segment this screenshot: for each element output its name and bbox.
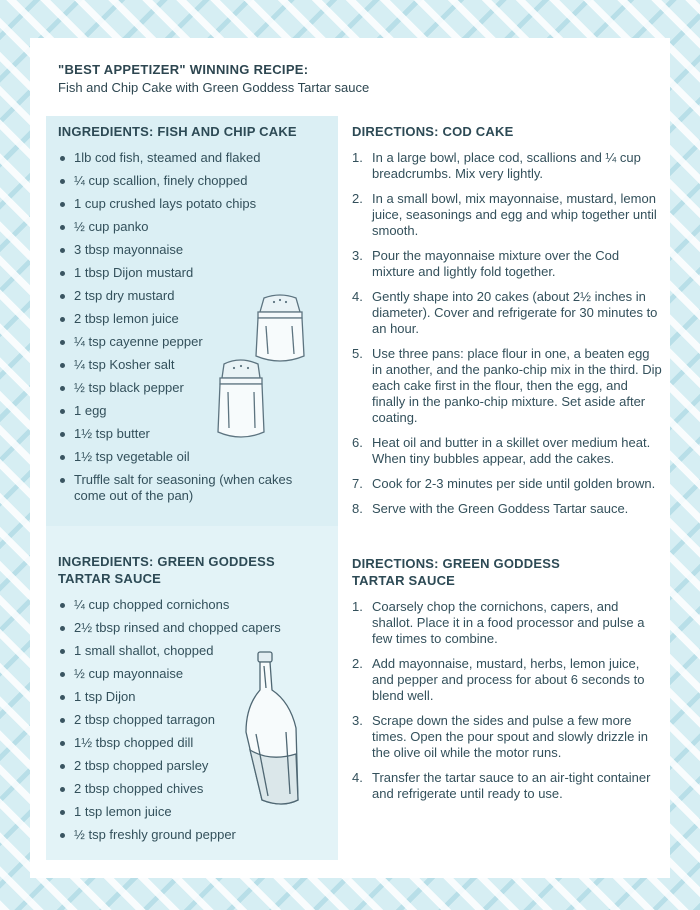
step-number: 7. — [352, 476, 363, 491]
recipe-title: Fish and Chip Cake with Green Goddess Tartar sauce — [58, 80, 370, 95]
ingredient-item: Truffle salt for seasoning (when cakes come out of the pan) — [58, 472, 338, 504]
direction-step — [352, 346, 662, 426]
ingredient-item: 2½ tbsp rinsed and chopped capers — [58, 620, 338, 636]
step-text: Pour the mayonnaise mixture over the Cod mixture and lightly fold together. — [372, 248, 620, 279]
step-text: Cook for 2-3 minutes per side until golden brown. — [372, 476, 656, 491]
ingredient-item: 1½ tbsp chopped dill — [58, 735, 338, 751]
ingredient-item: ½ cup mayonnaise — [58, 666, 338, 682]
salt-and-pepper-shakers-icon — [214, 286, 314, 446]
directions-cake-column — [352, 116, 662, 526]
ingredient-item: ¼ tsp cayenne pepper — [58, 334, 338, 350]
ingredient-item: ½ cup panko — [58, 219, 338, 235]
recipe-kicker: "BEST APPETIZER" WINNING RECIPE: — [58, 62, 309, 77]
ingredient-item: 2 tsp dry mustard — [58, 288, 338, 304]
ingredients-sauce-heading: INGREDIENTS: GREEN GODDESS TARTAR SAUCE — [58, 554, 275, 586]
ingredient-item: 3 tbsp mayonnaise — [58, 242, 338, 258]
ingredients-cake-heading: INGREDIENTS: FISH AND CHIP CAKE — [58, 124, 297, 139]
ingredient-item: 1lb cod fish, steamed and flaked — [58, 150, 338, 166]
recipe-header — [58, 62, 650, 95]
ingredient-item: 2 tbsp chopped parsley — [58, 758, 338, 774]
direction-step — [352, 770, 662, 802]
step-text: Serve with the Green Goddess Tartar sauce. — [372, 501, 629, 516]
step-number: 4. — [352, 289, 363, 304]
direction-step — [352, 435, 662, 467]
recipe-card — [30, 38, 670, 878]
ingredient-item: ¼ cup chopped cornichons — [58, 597, 338, 613]
direction-step — [352, 501, 662, 517]
olive-oil-bottle-icon — [240, 650, 324, 810]
ingredient-item: ¼ cup scallion, finely chopped — [58, 173, 338, 189]
ingredient-item: 1 small shallot, chopped — [58, 643, 338, 659]
direction-step — [352, 713, 662, 761]
ingredient-item: ¼ tsp Kosher salt — [58, 357, 338, 373]
directions-sauce-heading: DIRECTIONS: GREEN GODDESS TARTAR SAUCE — [352, 556, 560, 588]
step-number: 1. — [352, 150, 363, 165]
ingredient-item: 1 egg — [58, 403, 338, 419]
ingredient-item: ½ tsp freshly ground pepper — [58, 827, 338, 843]
step-text: Scrape down the sides and pulse a few more times. Open the pour spout and slowly drizzle in the olive oil while the motor runs. — [372, 713, 649, 760]
direction-step — [352, 191, 662, 239]
step-text: In a large bowl, place cod, scallions and ¼ cup breadcrumbs. Mix very lightly. — [372, 150, 641, 181]
directions-cake-heading: DIRECTIONS: COD CAKE — [352, 124, 514, 139]
step-number: 1. — [352, 599, 363, 614]
step-number: 8. — [352, 501, 363, 516]
ingredient-item: 1 tsp lemon juice — [58, 804, 338, 820]
ingredient-item: 1 tsp Dijon — [58, 689, 338, 705]
step-number: 2. — [352, 191, 363, 206]
ingredient-item: 2 tbsp lemon juice — [58, 311, 338, 327]
step-number: 5. — [352, 346, 363, 361]
ingredient-item: 1½ tsp vegetable oil — [58, 449, 338, 465]
ingredient-item: 1 cup crushed lays potato chips — [58, 196, 338, 212]
step-number: 3. — [352, 713, 363, 728]
directions-sauce-column — [352, 548, 662, 811]
direction-step — [352, 656, 662, 704]
step-text: Transfer the tartar sauce to an air-tight container and refrigerate until ready to use. — [372, 770, 651, 801]
direction-step — [352, 150, 662, 182]
ingredient-item: 1 tbsp Dijon mustard — [58, 265, 338, 281]
step-text: Use three pans: place flour in one, a beaten egg in another, and the panko-chip mix in the third. Dip each cake first in the flour, then the egg, and finally in the panko-chip mixture. Set aside after coating. — [372, 346, 662, 425]
step-text: Add mayonnaise, mustard, herbs, lemon juice, and pepper and process for about 6 seconds to blend well. — [372, 656, 645, 703]
ingredient-item: 1½ tsp butter — [58, 426, 338, 442]
ingredient-item: 2 tbsp chopped chives — [58, 781, 338, 797]
step-text: Gently shape into 20 cakes (about 2½ inches in diameter). Cover and refrigerate for 30 minutes to an hour. — [372, 289, 658, 336]
ingredient-item: ½ tsp black pepper — [58, 380, 338, 396]
step-number: 2. — [352, 656, 363, 671]
step-number: 6. — [352, 435, 363, 450]
direction-step — [352, 289, 662, 337]
directions-cake-list — [352, 140, 662, 517]
step-text: Coarsely chop the cornichons, capers, and shallot. Place it in a food processor and pulse a few times to combine. — [372, 599, 645, 646]
direction-step — [352, 248, 662, 280]
step-text: Heat oil and butter in a skillet over medium heat. When tiny bubbles appear, add the cakes. — [372, 435, 651, 466]
ingredient-item: 2 tbsp chopped tarragon — [58, 712, 338, 728]
directions-sauce-list — [352, 589, 662, 802]
step-text: In a small bowl, mix mayonnaise, mustard, lemon juice, seasonings and egg and whip together until smooth. — [372, 191, 657, 238]
step-number: 4. — [352, 770, 363, 785]
direction-step — [352, 476, 662, 492]
step-number: 3. — [352, 248, 363, 263]
direction-step — [352, 599, 662, 647]
